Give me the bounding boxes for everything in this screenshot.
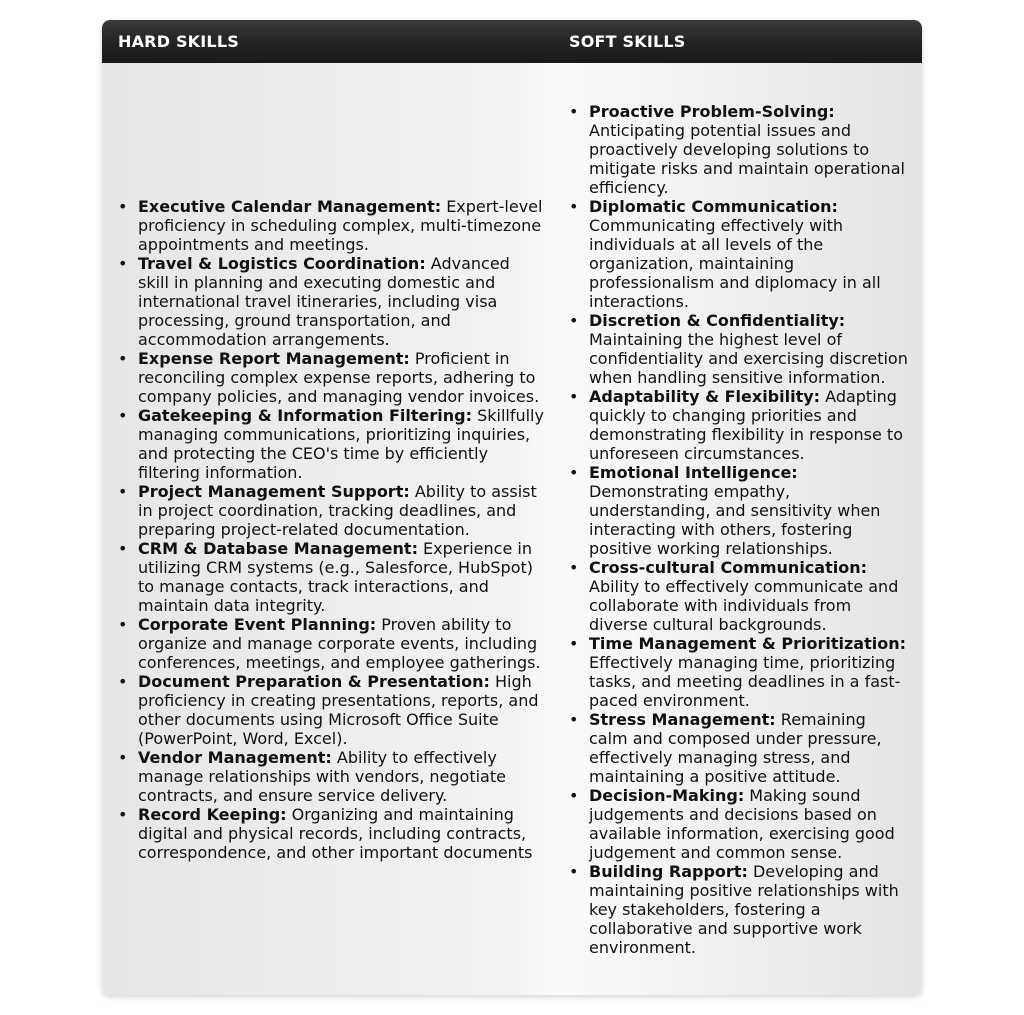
soft-skill-item-description: Anticipating potential issues and proactively developing solutions to mitigate risks and maintain operational efficiency. bbox=[589, 120, 905, 197]
hard-skill-item-description: High proficiency in creating presentations, reports, and other documents using Microsoft Office Suite (PowerPoint, Word, Excel). bbox=[138, 671, 539, 748]
soft-skill-item bbox=[569, 310, 908, 387]
hard-skill-item bbox=[118, 614, 545, 672]
hard-skill-item-title: Corporate Event Planning: bbox=[138, 614, 377, 634]
hard-skill-item-description: Experience in utilizing CRM systems (e.g., Salesforce, HubSpot) to manage contacts, track interactions, and maintain data integrity. bbox=[138, 538, 533, 615]
hard-skill-item bbox=[118, 348, 545, 406]
soft-skill-item-title: Time Management & Prioritization: bbox=[589, 633, 906, 653]
bullet-icon: • bbox=[569, 196, 579, 216]
bullet-icon: • bbox=[118, 671, 128, 691]
hard-skill-item-description: Organizing and maintaining digital and physical records, including contracts, correspondence, and other important documents bbox=[138, 804, 533, 862]
hard-skill-item-description: Proven ability to organize and manage corporate events, including conferences, meetings, and employee gatherings. bbox=[138, 614, 541, 672]
bullet-icon: • bbox=[569, 861, 579, 881]
hard-skills-header: HARD SKILLS bbox=[118, 32, 239, 51]
soft-skill-item bbox=[569, 196, 908, 311]
soft-skill-item-title: Emotional Intelligence: bbox=[589, 462, 798, 482]
bullet-icon: • bbox=[118, 405, 128, 425]
bullet-icon: • bbox=[118, 747, 128, 767]
skills-table bbox=[102, 20, 922, 995]
soft-skill-item bbox=[569, 101, 908, 197]
bullet-icon: • bbox=[118, 481, 128, 501]
bullet-icon: • bbox=[118, 253, 128, 273]
hard-skill-item-title: CRM & Database Management: bbox=[138, 538, 418, 558]
soft-skill-item-description: Remaining calm and composed under pressure, effectively managing stress, and maintaining a positive attitude. bbox=[589, 709, 882, 786]
soft-skill-item bbox=[569, 386, 908, 463]
hard-skill-item-title: Expense Report Management: bbox=[138, 348, 410, 368]
soft-skill-item-description: Demonstrating empathy, understanding, and sensitivity when interacting with others, fostering positive working relationships. bbox=[589, 481, 881, 558]
table-header-row bbox=[102, 20, 922, 63]
hard-skill-item-description: Proficient in reconciling complex expense reports, adhering to company policies, and managing vendor invoices. bbox=[138, 348, 540, 406]
bullet-icon: • bbox=[118, 538, 128, 558]
hard-skills-cell bbox=[102, 63, 553, 995]
soft-skill-item-title: Adaptability & Flexibility: bbox=[589, 386, 821, 406]
hard-skill-item bbox=[118, 405, 545, 482]
soft-skill-item-title: Diplomatic Communication: bbox=[589, 196, 838, 216]
soft-skill-item-title: Decision-Making: bbox=[589, 785, 745, 805]
hard-skill-item-title: Travel & Logistics Coordination: bbox=[138, 253, 426, 273]
soft-skill-item-description: Adapting quickly to changing priorities and demonstrating flexibility in response to unforeseen circumstances. bbox=[589, 386, 903, 463]
soft-skill-item-description: Effectively managing time, prioritizing tasks, and meeting deadlines in a fast-paced environment. bbox=[589, 652, 901, 710]
table-body-row bbox=[102, 63, 922, 995]
soft-skill-item-description: Developing and maintaining positive relationships with key stakeholders, fostering a collaborative and supportive work environment. bbox=[589, 861, 899, 957]
bullet-icon: • bbox=[569, 709, 579, 729]
soft-skill-item-title: Proactive Problem-Solving: bbox=[589, 101, 835, 121]
hard-skill-item bbox=[118, 747, 545, 805]
hard-skill-item-title: Project Management Support: bbox=[138, 481, 410, 501]
hard-skill-item-description: Ability to effectively manage relationships with vendors, negotiate contracts, and ensure service delivery. bbox=[138, 747, 506, 805]
bullet-icon: • bbox=[118, 614, 128, 634]
bullet-icon: • bbox=[569, 633, 579, 653]
hard-skill-item-title: Document Preparation & Presentation: bbox=[138, 671, 490, 691]
bullet-icon: • bbox=[118, 348, 128, 368]
soft-skills-cell bbox=[553, 63, 922, 995]
soft-skill-item bbox=[569, 861, 908, 957]
bullet-icon: • bbox=[569, 101, 579, 121]
hard-skill-item bbox=[118, 196, 545, 254]
hard-skill-item-description: Skillfully managing communications, prioritizing inquiries, and protecting the CEO's time by efficiently filtering information. bbox=[138, 405, 544, 482]
soft-skills-list bbox=[569, 102, 908, 957]
bullet-icon: • bbox=[569, 310, 579, 330]
soft-skill-item bbox=[569, 557, 908, 634]
soft-skill-item-title: Cross-cultural Communication: bbox=[589, 557, 867, 577]
bullet-icon: • bbox=[118, 196, 128, 216]
soft-skill-item bbox=[569, 785, 908, 862]
hard-skill-item-title: Gatekeeping & Information Filtering: bbox=[138, 405, 472, 425]
hard-skill-item-description: Expert-level proficiency in scheduling complex, multi-timezone appointments and meetings. bbox=[138, 196, 543, 254]
hard-skill-item-title: Vendor Management: bbox=[138, 747, 332, 767]
soft-skill-item bbox=[569, 462, 908, 558]
hard-skill-item bbox=[118, 481, 545, 539]
hard-skill-item bbox=[118, 253, 545, 349]
soft-skill-item bbox=[569, 633, 908, 710]
bullet-icon: • bbox=[569, 462, 579, 482]
soft-skill-item-title: Stress Management: bbox=[589, 709, 776, 729]
soft-skill-item-title: Discretion & Confidentiality: bbox=[589, 310, 846, 330]
soft-skill-item-description: Maintaining the highest level of confidentiality and exercising discretion when handling sensitive information. bbox=[589, 329, 908, 387]
soft-skill-item-description: Communicating effectively with individuals at all levels of the organization, maintaining professionalism and diplomacy in all interactions. bbox=[589, 215, 881, 311]
bullet-icon: • bbox=[118, 804, 128, 824]
hard-skill-item bbox=[118, 804, 545, 862]
bullet-icon: • bbox=[569, 785, 579, 805]
bullet-icon: • bbox=[569, 386, 579, 406]
soft-skill-item-description: Making sound judgements and decisions based on available information, exercising good judgement and common sense. bbox=[589, 785, 895, 862]
soft-skill-item-title: Building Rapport: bbox=[589, 861, 748, 881]
hard-skills-list bbox=[118, 197, 545, 862]
hard-skill-item-description: Advanced skill in planning and executing domestic and international travel itineraries, including visa processing, ground transportation, and accommodation arrangements. bbox=[138, 253, 510, 349]
hard-skill-item bbox=[118, 538, 545, 615]
bullet-icon: • bbox=[569, 557, 579, 577]
hard-skill-item-description: Ability to assist in project coordination, tracking deadlines, and preparing project-related documentation. bbox=[138, 481, 537, 539]
hard-skill-item-title: Executive Calendar Management: bbox=[138, 196, 442, 216]
hard-skill-item bbox=[118, 671, 545, 748]
soft-skill-item-description: Ability to effectively communicate and collaborate with individuals from diverse cultural backgrounds. bbox=[589, 576, 899, 634]
hard-skill-item-title: Record Keeping: bbox=[138, 804, 287, 824]
soft-skill-item bbox=[569, 709, 908, 786]
soft-skills-header: SOFT SKILLS bbox=[569, 32, 686, 51]
